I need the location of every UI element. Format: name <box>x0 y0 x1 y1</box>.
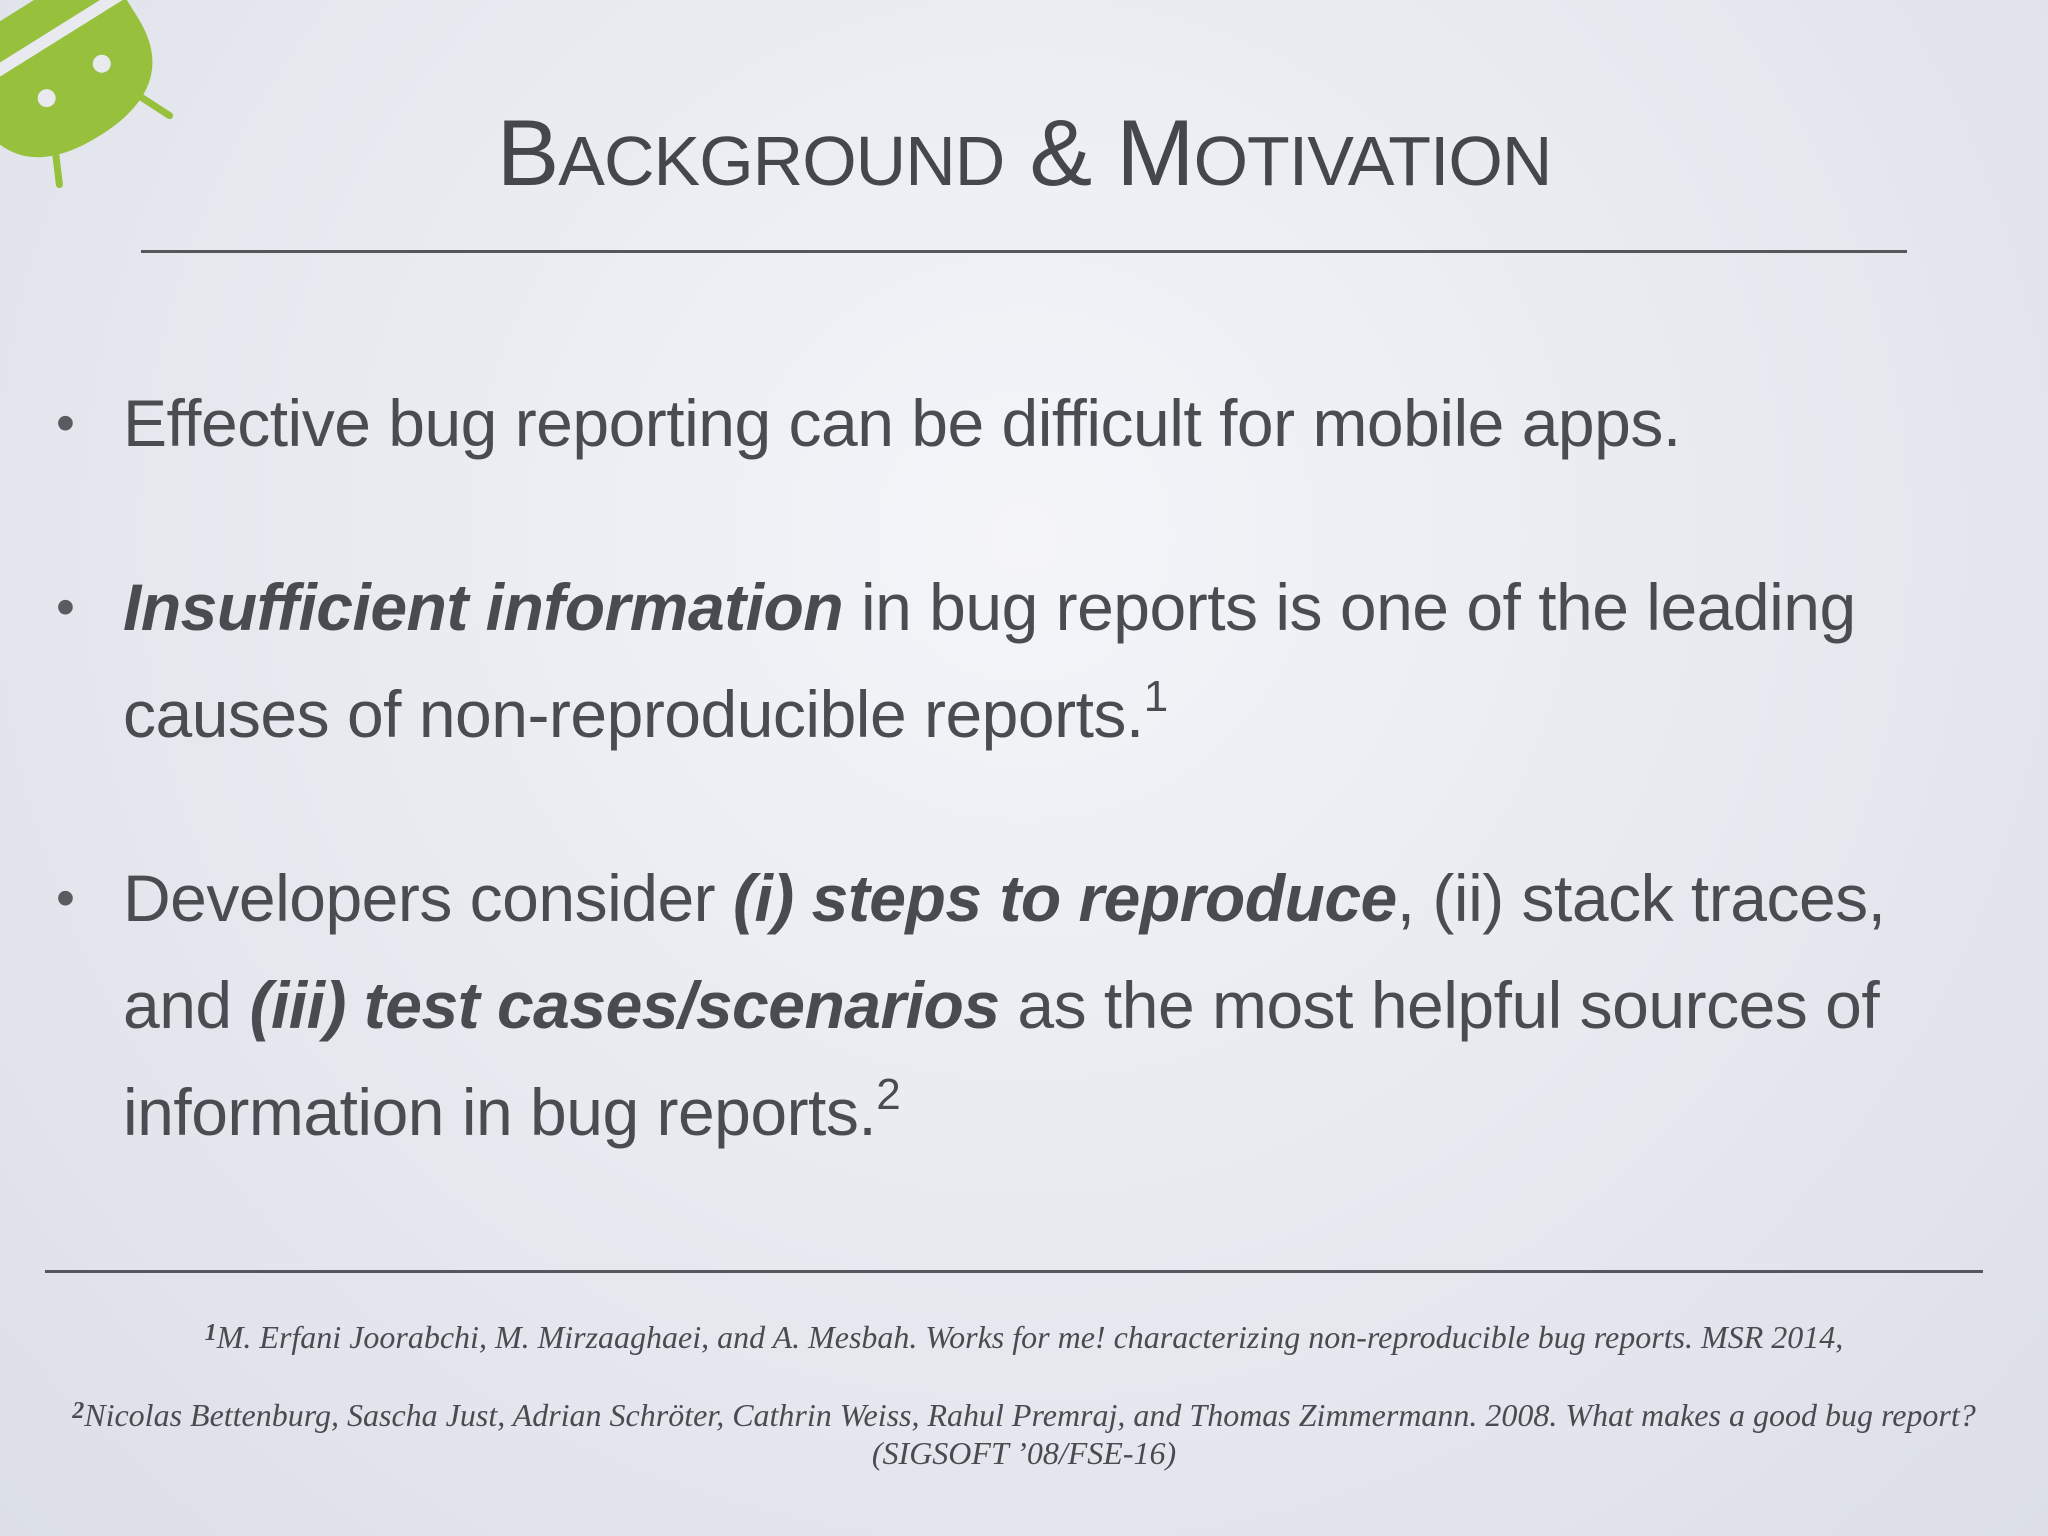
reference-text: Nicolas Bettenburg, Sascha Just, Adrian Schröter, Cathrin Weiss, Rahul Premraj, and Thomas Zimmermann. 2008. What makes a good bug report? (SIGSOFT ’08/FSE-16) <box>84 1397 1976 1471</box>
slide-title <box>0 98 2048 216</box>
title-divider <box>141 250 1907 253</box>
bullet-text: Developers consider <box>123 861 733 935</box>
reference-text: M. Erfani Joorabchi, M. Mirzaaghaei, and A. Mesbah. Works for me! characterizing non-reproducible bug reports. MSR 2014, <box>216 1319 1844 1355</box>
title-initial-1: B <box>496 100 559 205</box>
reference-item <box>28 1318 2020 1356</box>
bullet-marker: • <box>56 393 75 453</box>
title-ampersand: & <box>1029 100 1092 205</box>
title-rest-2: OTIVATION <box>1193 122 1552 200</box>
footnote-divider <box>45 1270 1983 1273</box>
bullet-marker: • <box>56 577 75 637</box>
bullet-emphasis: (i) steps to reproduce <box>732 861 1397 935</box>
bullet-item <box>56 370 1956 477</box>
bullet-marker: • <box>56 868 75 928</box>
bullet-emphasis: Insufficient information <box>123 570 844 644</box>
bullet-item <box>56 845 1956 1166</box>
bullet-item <box>56 554 1956 768</box>
bullet-text: in bug reports is one of the leading causes of non-reproducible reports. <box>123 570 1856 751</box>
reference-marker: 2 <box>72 1398 85 1424</box>
title-initial-2: M <box>1116 100 1194 205</box>
footnote-marker: 1 <box>1143 672 1168 721</box>
bullet-text: Effective bug reporting can be difficult for mobile apps. <box>123 386 1681 460</box>
title-rest-1: ACKGROUND <box>558 122 1005 200</box>
bullet-list <box>56 370 1956 1166</box>
bullet-emphasis: (iii) test cases/scenarios <box>249 968 1000 1042</box>
reference-marker: 1 <box>204 1320 217 1346</box>
bullet-text: as the most helpful sources of information in bug reports. <box>123 968 1880 1149</box>
footnote-marker: 2 <box>876 1070 901 1119</box>
reference-item <box>28 1396 2020 1472</box>
references <box>28 1318 2020 1472</box>
bullet-text: , (ii) stack traces, and <box>123 861 1886 1042</box>
